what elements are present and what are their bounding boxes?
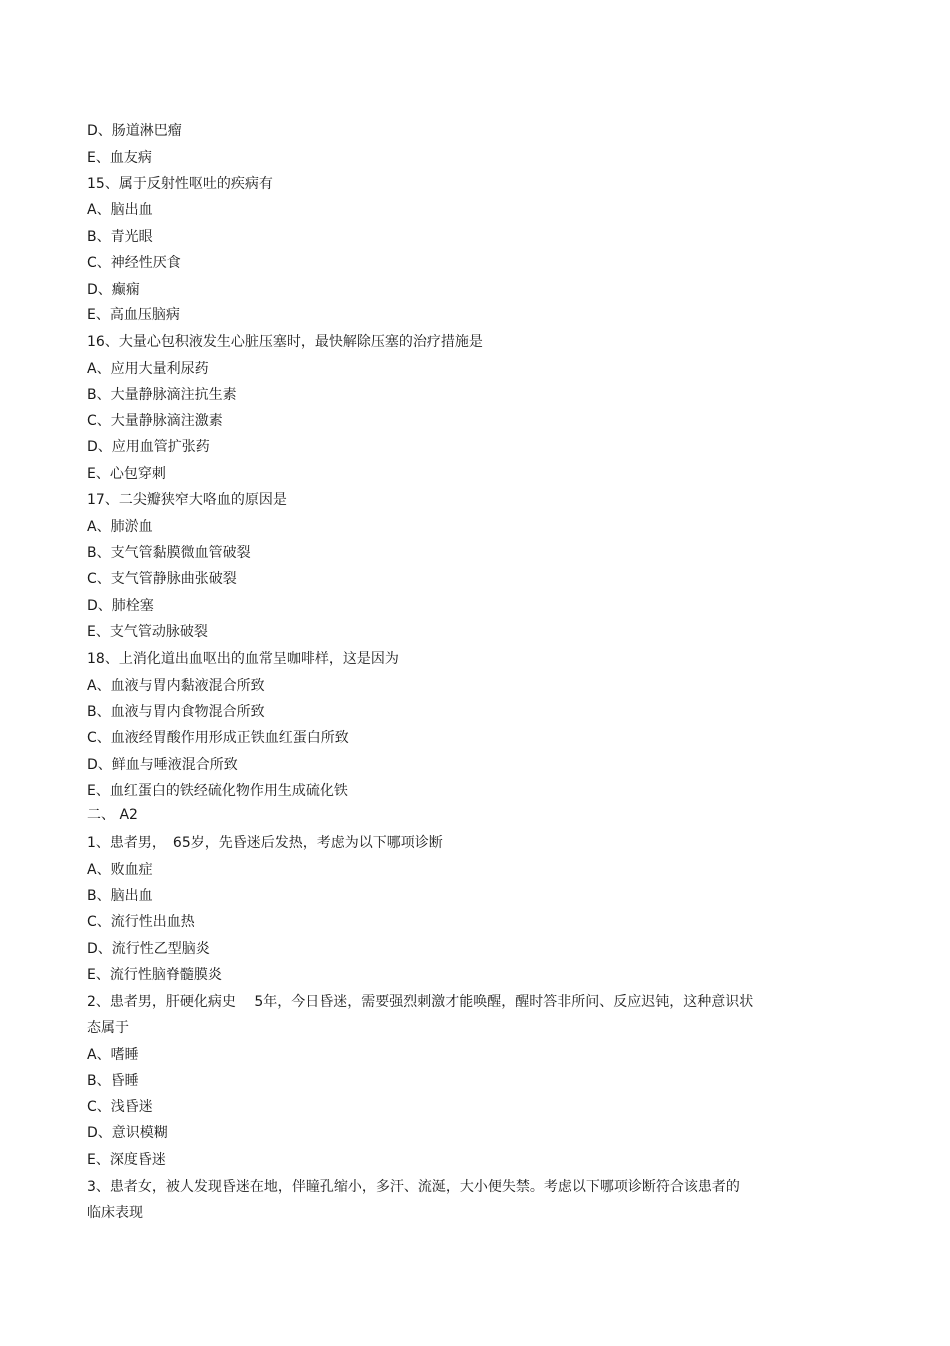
option-line: B、大量静脉滴注抗生素 [87, 387, 237, 403]
option-line: A、血液与胃内黏液混合所致 [87, 678, 265, 694]
option-line: E、高血压脑病 [87, 307, 180, 323]
option-line: D、肠道淋巴瘤 [87, 123, 182, 139]
option-line: B、支气管黏膜微血管破裂 [87, 545, 251, 561]
option-line: D、意识模糊 [87, 1125, 168, 1141]
option-line: D、应用血管扩张药 [87, 439, 210, 455]
option-line: C、浅昏迷 [87, 1099, 153, 1115]
option-line: E、深度昏迷 [87, 1152, 166, 1168]
option-line: A、脑出血 [87, 202, 153, 218]
option-line: C、流行性出血热 [87, 914, 195, 930]
option-line: E、血友病 [87, 150, 152, 166]
option-line: D、鲜血与唾液混合所致 [87, 757, 238, 773]
option-line: D、流行性乙型脑炎 [87, 941, 210, 957]
question-line: 17、二尖瓣狭窄大咯血的原因是 [87, 492, 287, 508]
option-line: D、肺栓塞 [87, 598, 154, 614]
option-line: D、癫痫 [87, 282, 140, 298]
option-line: C、血液经胃酸作用形成正铁血红蛋白所致 [87, 730, 349, 746]
option-line: B、青光眼 [87, 229, 153, 245]
option-line: A、肺淤血 [87, 519, 153, 535]
option-line: C、神经性厌食 [87, 255, 181, 271]
option-line: A、败血症 [87, 862, 153, 878]
section-heading: 二、 A2 [87, 807, 138, 823]
option-line: B、脑出血 [87, 888, 153, 904]
question-line: 态属于 [87, 1020, 129, 1036]
option-line: E、血红蛋白的铁经硫化物作用生成硫化铁 [87, 783, 348, 799]
question-line: 16、大量心包积液发生心脏压塞时，最快解除压塞的治疗措施是 [87, 334, 483, 350]
option-line: B、昏睡 [87, 1073, 139, 1089]
question-line: 3、患者女，被人发现昏迷在地，伴瞳孔缩小，多汗、流涎，大小便失禁。考虑以下哪项诊断符合该患者的 [87, 1179, 740, 1195]
option-line: A、嗜睡 [87, 1047, 139, 1063]
option-line: A、应用大量利尿药 [87, 361, 209, 377]
option-line: E、心包穿刺 [87, 466, 166, 482]
question-line: 临床表现 [87, 1205, 143, 1221]
question-line: 1、患者男， 65岁，先昏迷后发热，考虑为以下哪项诊断 [87, 835, 443, 851]
question-line: 18、上消化道出血呕出的血常呈咖啡样，这是因为 [87, 651, 399, 667]
question-line: 2、患者男，肝硬化病史 5年，今日昏迷，需要强烈刺激才能唤醒，醒时答非所问、反应迟钝，这种意识状 [87, 994, 754, 1010]
option-line: C、支气管静脉曲张破裂 [87, 571, 237, 587]
option-line: C、大量静脉滴注激素 [87, 413, 223, 429]
question-line: 15、属于反射性呕吐的疾病有 [87, 176, 273, 192]
option-line: E、流行性脑脊髓膜炎 [87, 967, 222, 983]
option-line: E、支气管动脉破裂 [87, 624, 208, 640]
option-line: B、血液与胃内食物混合所致 [87, 704, 265, 720]
